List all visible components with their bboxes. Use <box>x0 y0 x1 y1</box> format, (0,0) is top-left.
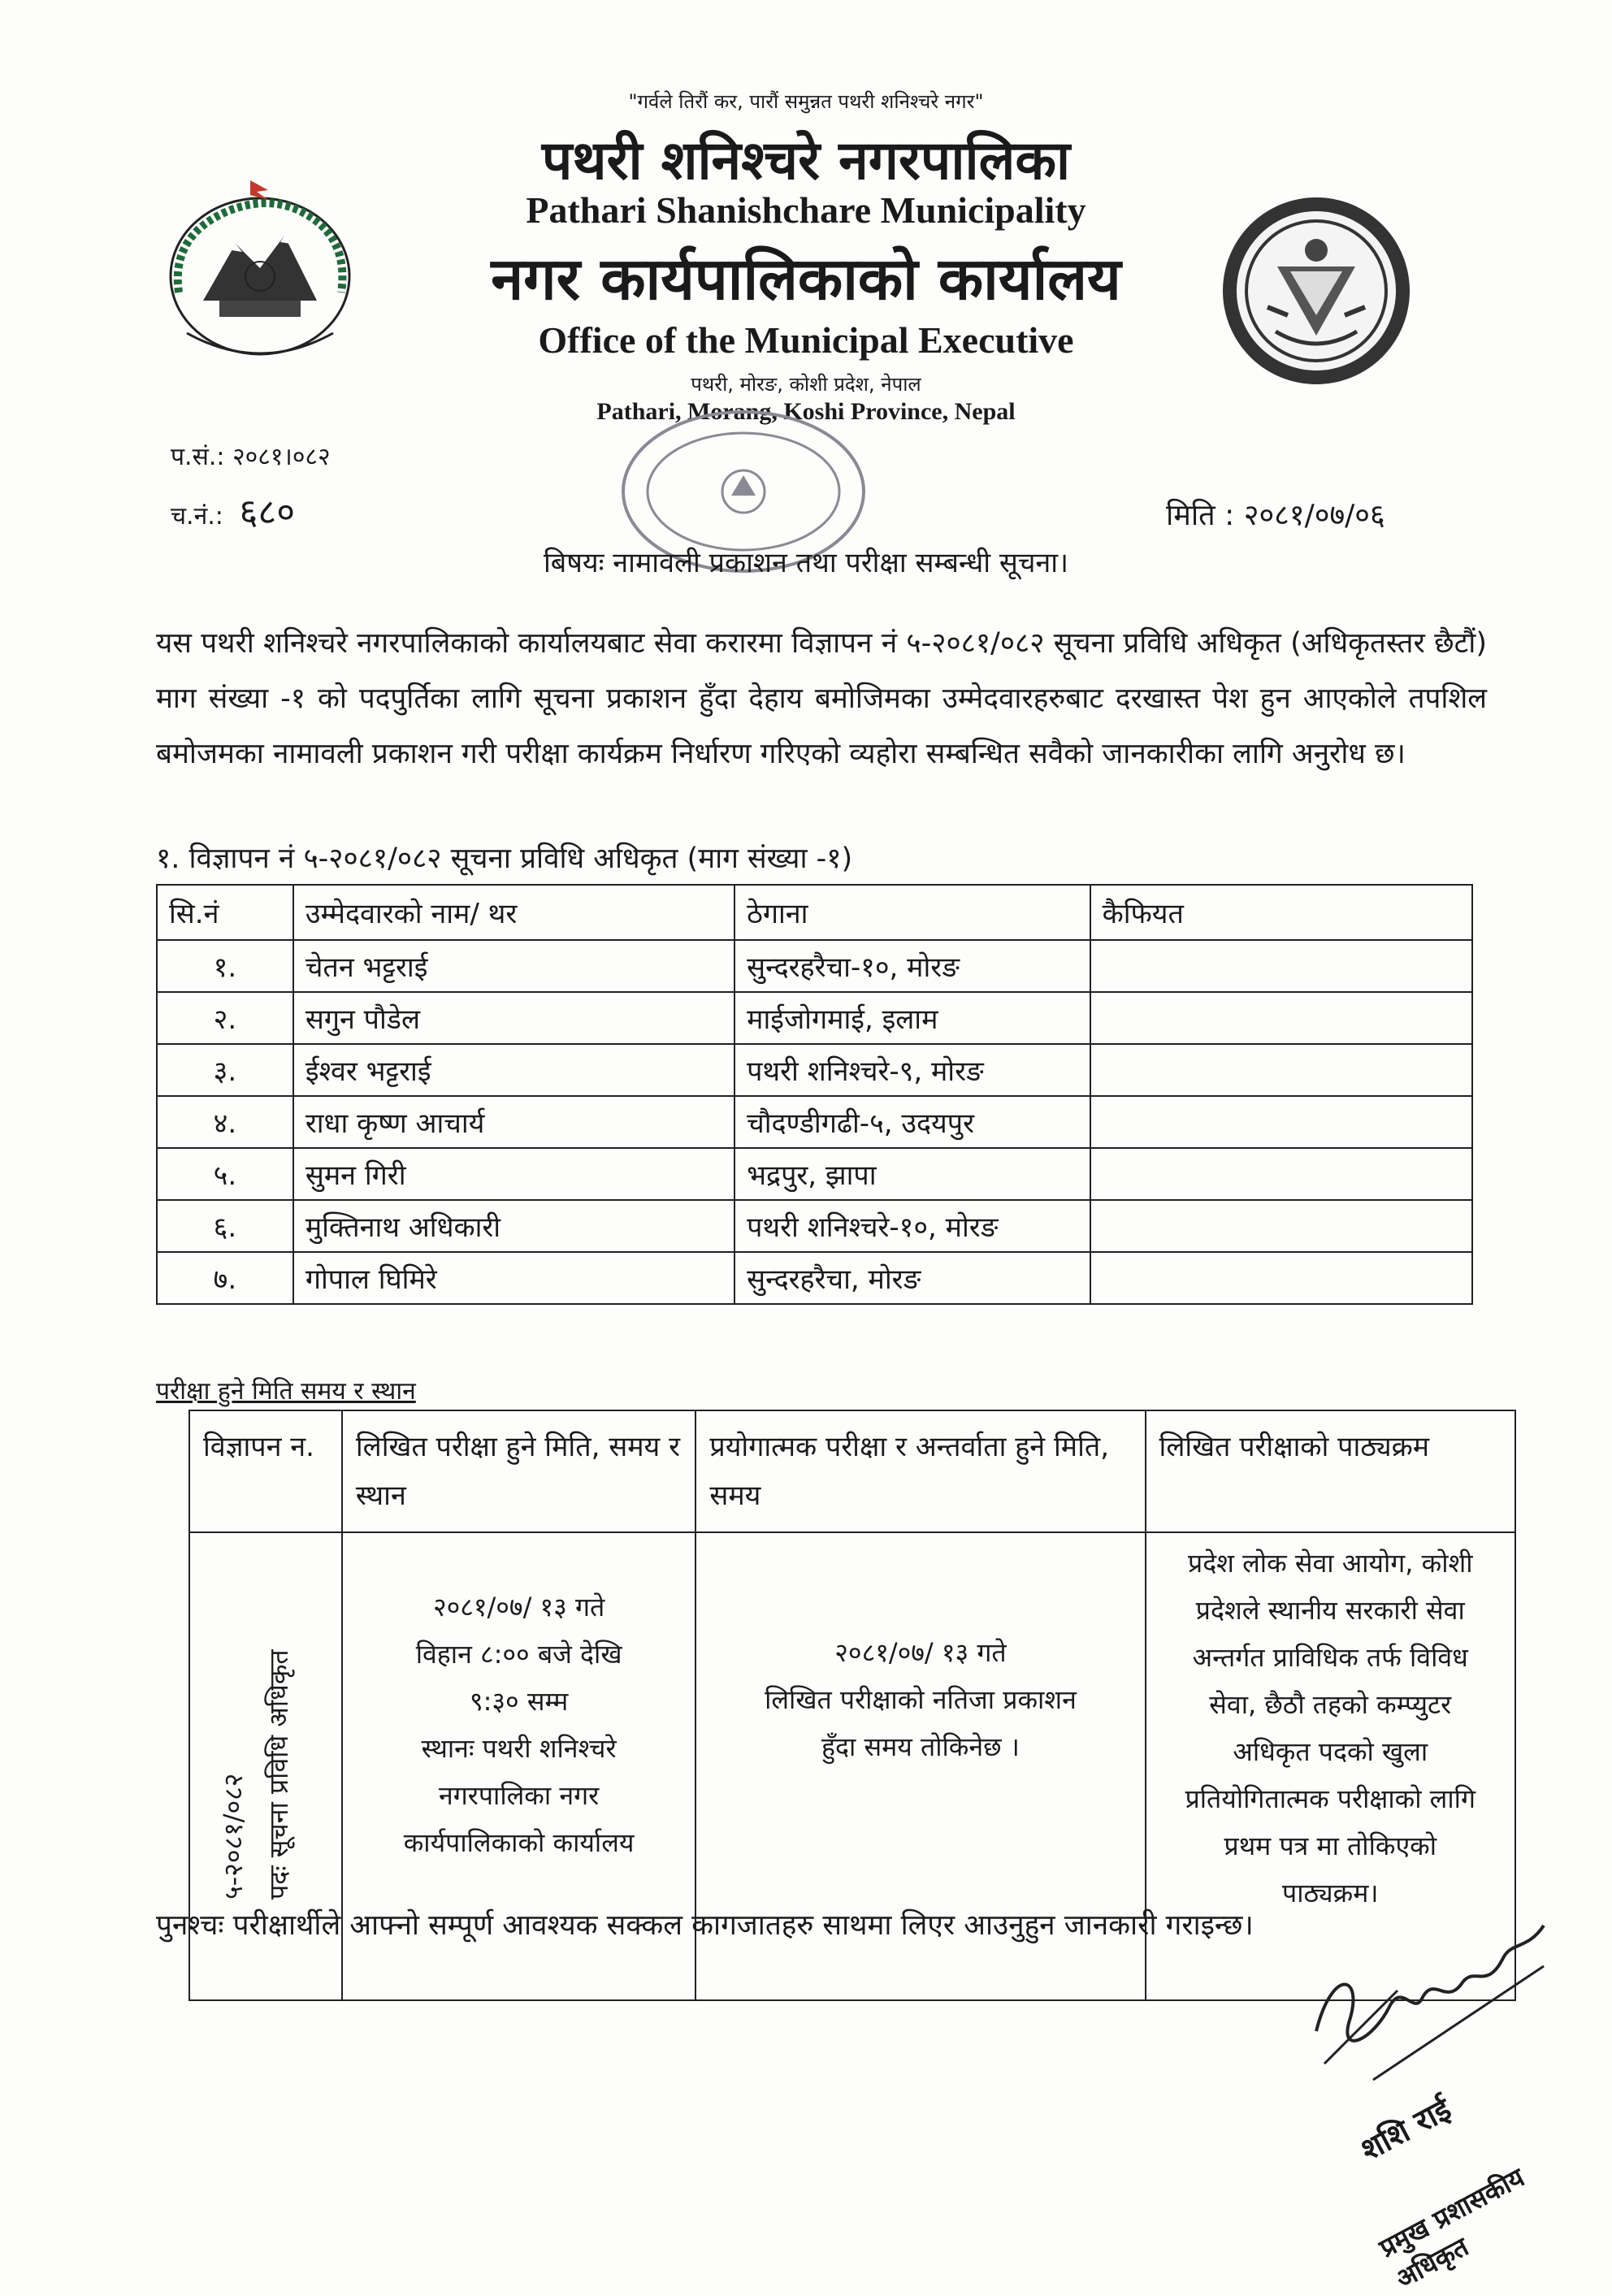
ad-number: ५-२०८१/०८२ <box>218 1773 249 1900</box>
candidate-address: चौदण्डीगढी-५, उदयपुर <box>734 1096 1090 1148</box>
written-exam-line: नगरपालिका नगर <box>439 1780 600 1811</box>
letter-date <box>1166 494 1385 534</box>
subject-line: बिषयः नामावली प्रकाशन तथा परीक्षा सम्बन्धी सूचना। <box>544 547 1068 579</box>
candidate-address: पथरी शनिश्चरे-१०, मोरङ <box>734 1200 1090 1252</box>
municipality-name-nepali: पथरी शनिश्चरे नगरपालिका <box>541 129 1071 192</box>
letter-reference-value: २०८१।०८२ <box>232 443 331 471</box>
candidate-name: सुमन गिरी <box>293 1148 734 1200</box>
column-header-written-exam: लिखित परीक्षा हुने मिति, समय र स्थान <box>342 1410 696 1532</box>
office-name-english: Office of the Municipal Executive <box>538 319 1074 361</box>
written-exam-line: ९:३० सम्म <box>470 1686 569 1717</box>
post-name: पदः सूचना प्रविधि अधिकृत <box>263 1649 294 1900</box>
candidate-serial: २. <box>157 992 293 1044</box>
column-header-name: उम्मेदवारको नाम/ थर <box>293 885 734 940</box>
municipality-name-english: Pathari Shanishchare Municipality <box>526 189 1086 231</box>
syllabus-line: प्रदेश लोक सेवा आयोग, कोशी <box>1187 1548 1473 1579</box>
table-row <box>157 940 1472 992</box>
column-header-address: ठेगाना <box>734 885 1090 940</box>
candidate-name: मुक्तिनाथ अधिकारी <box>293 1200 734 1252</box>
table-row <box>157 1044 1472 1096</box>
address-nepali: पथरी, मोरङ, कोशी प्रदेश, नेपाल <box>691 373 921 396</box>
table-row <box>157 992 1472 1044</box>
candidate-name: ईश्वर भट्टराई <box>293 1044 734 1096</box>
candidate-remarks <box>1090 1252 1472 1304</box>
column-header-ad-number: विज्ञापन न. <box>189 1410 342 1532</box>
candidate-serial: ५. <box>157 1148 293 1200</box>
candidate-serial: ३. <box>157 1044 293 1096</box>
column-header-practical-exam: प्रयोगात्मक परीक्षा र अन्तर्वाता हुने मिति, समय <box>696 1410 1145 1532</box>
syllabus-line: अधिकृत पदको खुला <box>1233 1736 1428 1767</box>
candidate-table <box>156 884 1473 1305</box>
syllabus-line: प्रदेशले स्थानीय सरकारी सेवा <box>1195 1595 1465 1626</box>
practical-exam-line: २०८१/०७/ १३ गते <box>834 1637 1007 1668</box>
date-label: मिति : <box>1166 499 1235 532</box>
syllabus-line: सेवा, छैठौ तहको कम्प्युटर <box>1209 1689 1452 1720</box>
candidate-address: भद्रपुर, झापा <box>734 1148 1090 1200</box>
candidate-list-heading: १. विज्ञापन नं ५-२०८१/०८२ सूचना प्रविधि अधिकृत (माग संख्या -१) <box>156 843 853 875</box>
exam-table-header <box>189 1410 1515 1532</box>
letter-reference-label: प.सं.: <box>171 443 225 471</box>
syllabus-line: प्रतियोगितात्मक परीक्षाको लागि <box>1185 1783 1476 1814</box>
office-name-nepali: नगर कार्यपालिकाको कार्यालय <box>491 245 1121 313</box>
candidate-remarks <box>1090 1200 1472 1252</box>
nepal-emblem-icon <box>154 179 366 374</box>
candidate-address: पथरी शनिश्चरे-९, मोरङ <box>734 1044 1090 1096</box>
syllabus-line: पाठ्यक्रम। <box>1282 1878 1379 1908</box>
candidate-remarks <box>1090 1044 1472 1096</box>
candidate-address: सुन्दरहरैचा, मोरङ <box>734 1252 1090 1304</box>
candidate-name: राधा कृष्ण आचार्य <box>293 1096 734 1148</box>
practical-exam-line: लिखित परीक्षाको नतिजा प्रकाशन <box>765 1684 1077 1715</box>
dispatch-number-value: ६८० <box>239 492 296 533</box>
address-english: Pathari, Morang, Koshi Province, Nepal <box>596 398 1016 425</box>
candidate-serial: ६. <box>157 1200 293 1252</box>
candidate-name: सगुन पौडेल <box>293 992 734 1044</box>
column-header-syllabus: लिखित परीक्षाको पाठ्यक्रम <box>1146 1410 1515 1532</box>
candidate-name: गोपाल घिमिरे <box>293 1252 734 1304</box>
table-row <box>157 1252 1472 1304</box>
written-exam-line: स्थानः पथरी शनिश्चरे <box>421 1733 617 1764</box>
candidate-address: माईजोगमाई, इलाम <box>734 992 1090 1044</box>
written-exam-line: कार्यपालिकाको कार्यालय <box>403 1827 635 1858</box>
candidate-table-header <box>157 885 1472 940</box>
syllabus-line: अन्तर्गत प्राविधिक तर्फ विविध <box>1192 1642 1468 1673</box>
dispatch-number <box>171 486 295 535</box>
candidate-remarks <box>1090 940 1472 992</box>
date-value: २०८१/०७/०६ <box>1243 499 1385 532</box>
table-row <box>157 1096 1472 1148</box>
written-exam-line: २०८१/०७/ १३ गते <box>432 1592 605 1622</box>
signatory-designation: प्रमुख प्रशासकीय अधिकृत <box>1374 2161 1530 2295</box>
dispatch-number-label: च.नं.: <box>171 502 223 531</box>
slogan: "गर्वले तिरौं कर, पारौं समुन्नत पथरी शनिश्चरे नगर" <box>628 90 984 113</box>
syllabus-line: प्रथम पत्र मा तोकिएको <box>1224 1830 1437 1861</box>
practical-exam-line: हुँदा समय तोकिनेछ । <box>821 1731 1020 1762</box>
candidate-name: चेतन भट्टराई <box>293 940 734 992</box>
candidate-serial: ७. <box>157 1252 293 1304</box>
letter-reference <box>171 439 331 472</box>
table-row <box>157 1200 1472 1252</box>
candidate-remarks <box>1090 1148 1472 1200</box>
column-header-serial: सि.नं <box>157 885 293 940</box>
candidate-remarks <box>1090 1096 1472 1148</box>
candidate-serial: १. <box>157 940 293 992</box>
candidate-address: सुन्दरहरैचा-१०, मोरङ <box>734 940 1090 992</box>
signatory-name: शशि राई <box>1354 2090 1457 2168</box>
column-header-remarks: कैफियत <box>1090 885 1472 940</box>
postscript: पुनश्चः परीक्षार्थीले आफ्नो सम्पूर्ण आवश्यक सक्कल कागजातहरु साथमा लिएर आउनुहुन जानकारी गराइन्छ। <box>156 1909 1254 1942</box>
municipality-seal-icon <box>1219 193 1414 388</box>
table-row <box>157 1148 1472 1200</box>
candidate-serial: ४. <box>157 1096 293 1148</box>
written-exam-line: विहान ८:०० बजे देखि <box>415 1639 622 1670</box>
exam-schedule-heading: परीक्षा हुने मिति समय र स्थान <box>156 1377 416 1406</box>
candidate-remarks <box>1090 992 1472 1044</box>
notice-paragraph: यस पथरी शनिश्चरे नगरपालिकाको कार्यालयबाट सेवा करारमा विज्ञापन नं ५-२०८१/०८२ सूचना प्रविधि अधिकृत (अधिकृतस्तर छैटौं) माग संख्या -१ को पदपुर्तिका लागि सूचना प्रकाशन हुँदा देहाय बमोजिमका उम्मेदवारहरुबाट दरखास्त पेश हुन आएकोले तपशिल बमोजमका नामावली प्रकाशन गरी परीक्षा कार्यक्रम निर्धारण गरिएको व्यहोरा सम्बन्धित सवैको जानकारीका लागि अनुरोध छ। <box>156 627 1487 770</box>
